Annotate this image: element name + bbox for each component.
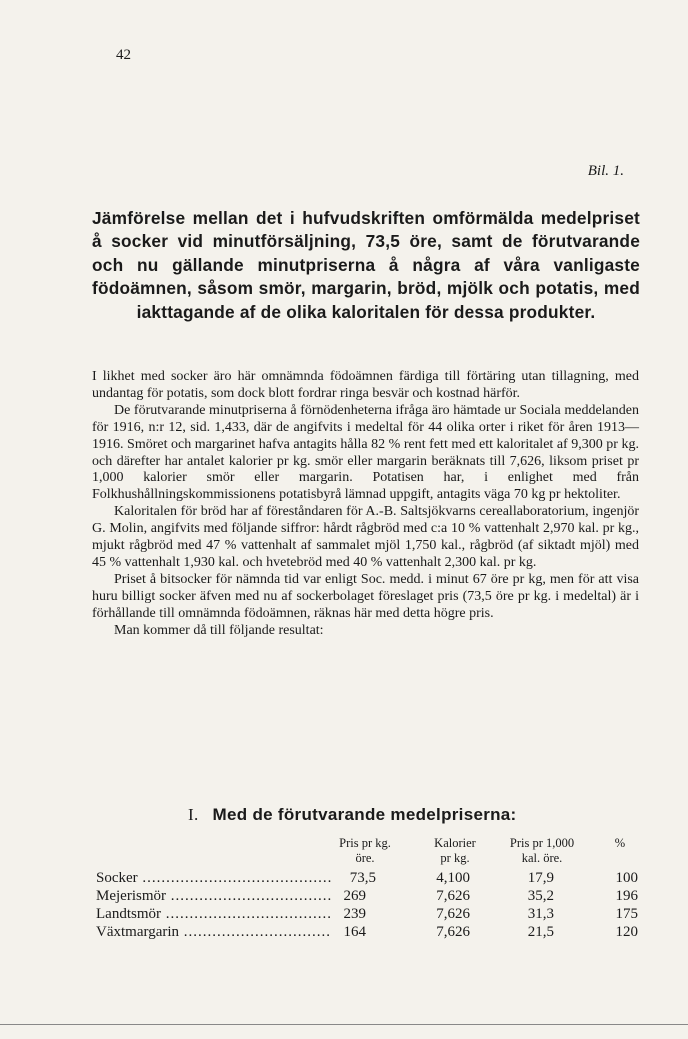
paragraph: I likhet med socker äro här omnämnda födoämnen färdiga till förtäring utan tillagning, med undantag för potatis, som dock blott fordrar ringa besvär och kostnad härför. [92,369,639,401]
table-row [96,924,641,942]
cell-calories: 7,626 [436,906,470,922]
cell-price: 164 [343,924,366,940]
column-header-percent: % [614,836,626,850]
cell-percent: 120 [615,924,638,940]
cell-percent: 100 [615,870,638,886]
cell-price: 73,5 [349,870,376,886]
cell-price-per-1000: 31,3 [527,906,554,922]
paragraph: De förutvarande minutpriserna å förnödenheterna ifråga äro hämtade ur Sociala meddelanden för 1916, n:r 12, sid. 1,433, där de angifvits i medeltal för 44 olika orter i riket för åren 1913—1916. Smöret och margarinet hafva antagits hålla 82 % rent fett med ett kaloritalet af 9,300 pr kg. och därefter har antalet kalorier pr kg. smör eller margarin beräknats till 7,626, liksom priset pr 1,000 kalorier smör eller margarin. Potatisen har, i enlighet med från Folkhushållningskommissionens potatisbyrå lämnad uppgift, antagits väga 70 kg pr hektoliter. [92,402,639,503]
section-title: Med de förutvarande medelpriserna: [212,805,517,824]
cell-price-per-1000: 35,2 [527,888,554,904]
paragraph: Man kommer då till följande resultat: [114,622,324,638]
paragraph: Kaloritalen för bröd har af föreståndaren för A.-B. Saltsjökvarns cereallaboratorium, ingenjör G. Molin, angifvits med följande siffror: hårdt rågbröd med c:a 10 % vattenhalt 2,970 kal. pr kg., mjukt rågbröd med 47 % vattenhalt af sammalet mjöl 1,750 kal., rågbröd (af siktadt mjöl) med 45 % vattenhalt 1,930 kal. och hvetebröd med 40 % vattenhalt 2,300 kal. pr kg. [92,504,639,570]
cell-calories: 7,626 [436,888,470,904]
cell-percent: 196 [615,888,638,904]
table-row [96,870,641,888]
column-header-price-per-1000: Pris pr 1,000 kal. öre. [509,836,575,865]
document-title: Jämförelse mellan det i hufvudskriften omförmälda medelpriset å socker vid minutförsäljning, 73,5 öre, samt de förutvarande och nu gällande minutpriserna å några af våra vanligaste födoämnen, såsom smör, margarin, bröd, mjölk och potatis, med iakttagande af de olika kaloritalen för dessa produkter. [92,208,640,322]
row-label: Växtmargarin ..... [96,924,332,941]
column-header-price: Pris pr kg. öre. [339,836,391,865]
body-text [92,369,639,640]
section-number: I. [188,805,199,824]
cell-price: 269 [343,888,366,904]
cell-price-per-1000: 21,5 [527,924,554,940]
appendix-label: Bil. 1. [587,163,624,179]
cell-calories: 4,100 [436,870,470,886]
table-row [96,906,641,924]
section-heading [188,805,517,825]
row-label: Socker ..... [96,870,332,887]
row-label: Landtsmör ..... [96,906,332,923]
cell-price: 239 [343,906,366,922]
row-label: Mejerismör ..... [96,888,332,905]
cell-percent: 175 [615,906,638,922]
cell-calories: 7,626 [436,924,470,940]
page-bottom-edge [0,1024,688,1025]
table-row [96,888,641,906]
paragraph: Priset å bitsocker för nämnda tid var enligt Soc. medd. i minut 67 öre pr kg, men för att visa huru billigt socker äfven med nu af sockerbolaget föreslaget pris (73,5 öre pr kg. i medeltal) är i förhållande till omnämnda födoämnen, räknas här med detta högre pris. [92,571,639,621]
column-header-calories: Kalorier pr kg. [434,836,476,865]
page-number: 42 [116,47,131,63]
cell-price-per-1000: 17,9 [527,870,554,886]
